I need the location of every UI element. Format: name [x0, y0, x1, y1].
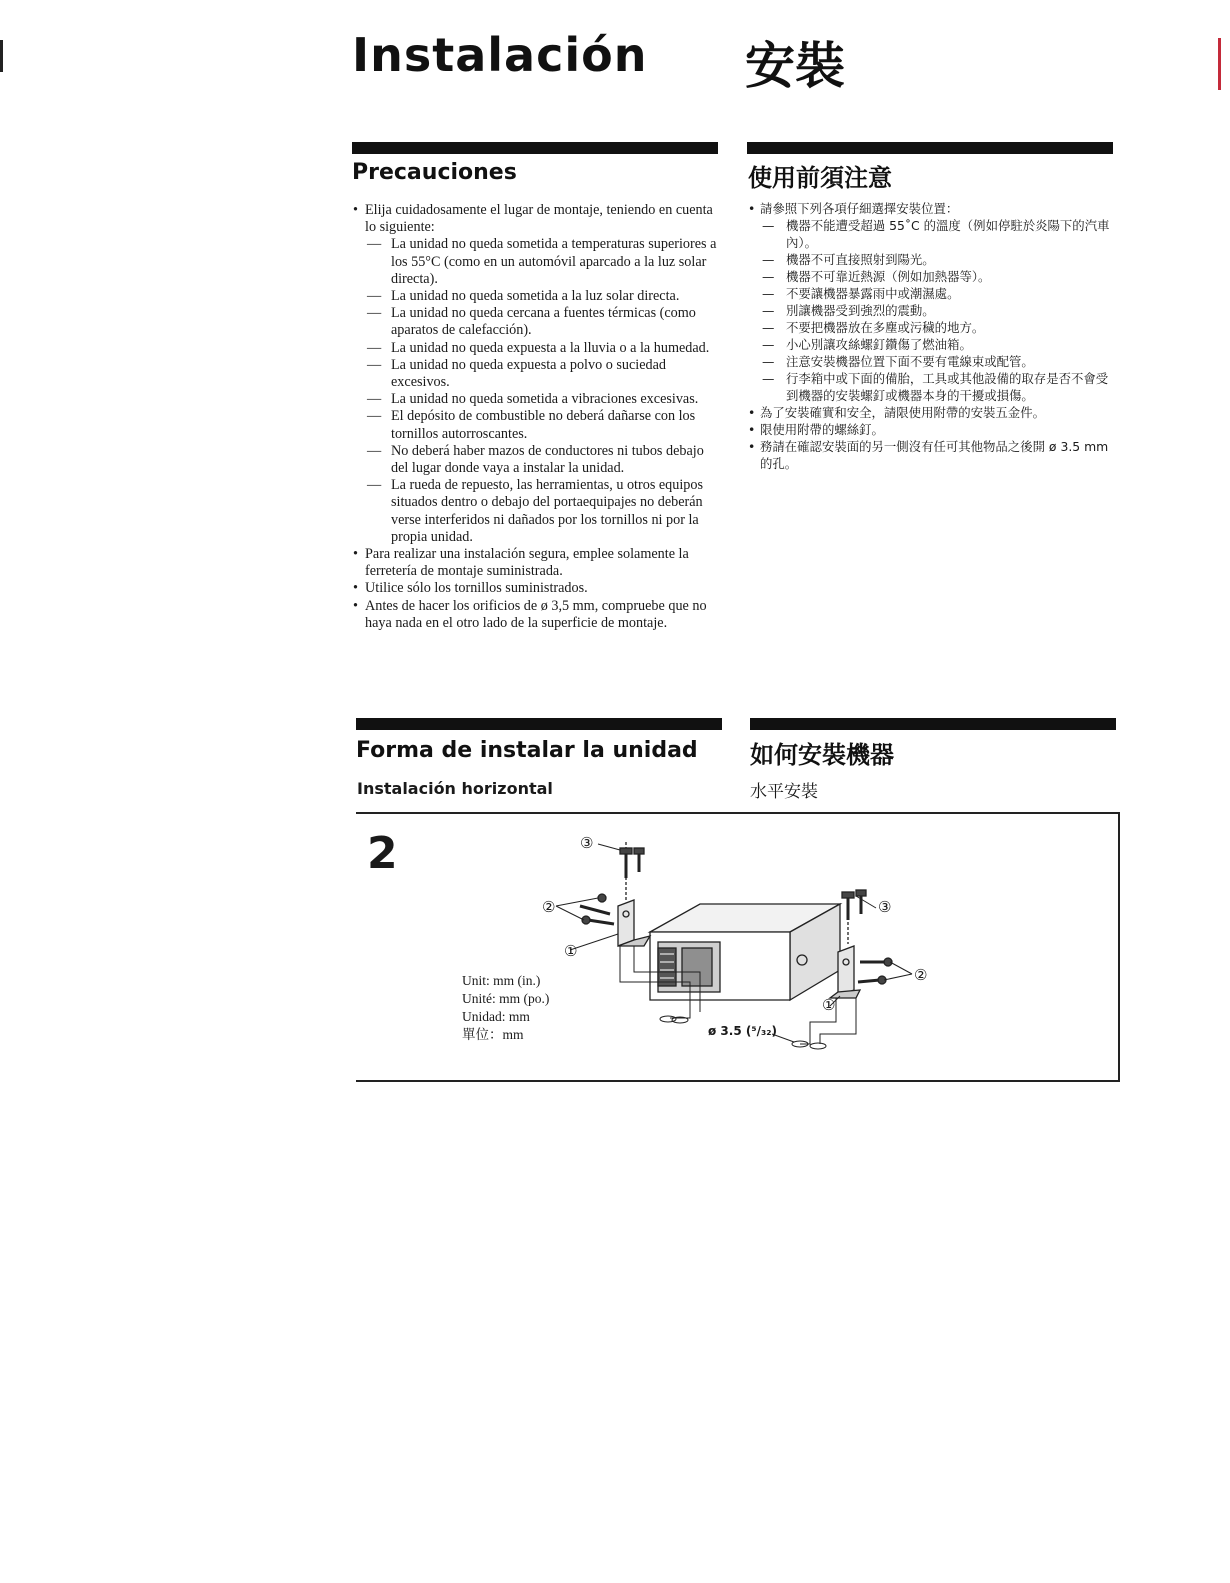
- precaution-subitem: — La unidad no queda expuesta a la lluvia o a la humedad.: [365, 340, 723, 357]
- hole-dimension-label: ø 3.5 (⁵/₃₂): [708, 1024, 777, 1038]
- precautions-body-zh: [748, 200, 1113, 472]
- units-line: Unit: mm (in.): [462, 973, 541, 988]
- precautions-heading-es: Precauciones: [352, 160, 517, 185]
- callout-3-right: ③: [878, 898, 892, 916]
- precaution-subitem: — La unidad no queda cercana a fuentes térmicas (como aparatos de calefacción).: [365, 305, 723, 339]
- install-subheading-es: Instalación horizontal: [357, 779, 553, 798]
- precaution-subitem: — 機器不可直接照射到陽光。: [760, 251, 1113, 268]
- screw-top-right: [842, 890, 866, 944]
- precaution-subitem: — La unidad no queda sometida a la luz solar directa.: [365, 288, 723, 305]
- callout-2-left: ②: [542, 898, 556, 916]
- scan-edge-mark: [0, 40, 3, 72]
- precaution-intro: Elija cuidadosamente el lugar de montaje, teniendo en cuenta lo siguiente:: [365, 202, 713, 236]
- precaution-subitem: — La unidad no queda expuesta a polvo o suciedad excesivos.: [365, 357, 723, 391]
- callout-3-top-left: ③: [580, 834, 594, 852]
- precaution-subitem: — La unidad no queda sometida a vibraciones excesivas.: [365, 391, 723, 408]
- screw-top-left: [620, 842, 644, 902]
- precaution-subitem: — El depósito de combustible no deberá dañarse con los tornillos autorroscantes.: [365, 408, 723, 442]
- precaution-subitem: — 小心別讓攻絲螺釘鑽傷了燃油箱。: [760, 336, 1113, 353]
- page-title-es: Instalación: [352, 28, 648, 82]
- precaution-item: [353, 202, 723, 546]
- units-line: Unidad: mm: [462, 1009, 530, 1024]
- section-rule-zh: [750, 718, 1116, 730]
- precaution-subitem: — No deberá haber mazos de conductores ni tubos debajo del lugar donde vaya a instalar la unidad.: [365, 443, 723, 477]
- units-line: 單位：mm: [462, 1027, 524, 1042]
- precaution-item: • 為了安裝確實和安全，請限使用附帶的安裝五金件。: [748, 404, 1113, 421]
- precaution-item: • 限使用附帶的螺絲釘。: [748, 421, 1113, 438]
- precaution-subitem: — 別讓機器受到強烈的震動。: [760, 302, 1113, 319]
- units-line: Unité: mm (po.): [462, 991, 550, 1006]
- mounting-bracket-left: [618, 900, 650, 946]
- precaution-item: • Antes de hacer los orificios de ø 3,5 mm, compruebe que no haya nada en el otro lado de la superficie de montaje.: [353, 598, 723, 632]
- section-rule-es: [356, 718, 722, 730]
- precaution-subitem: — 不要把機器放在多塵或污穢的地方。: [760, 319, 1113, 336]
- precaution-subitem: — La rueda de repuesto, las herramientas, u otros equipos situados dentro o debajo del portaequipajes no deberán verse interferidos ni dañados por los tornillos ni por la propia unidad.: [365, 477, 723, 546]
- precaution-item: • Para realizar una instalación segura, emplee solamente la ferretería de montaje suministrada.: [353, 546, 723, 580]
- precaution-subitem: — 機器不能遭受超過 55˚C 的溫度（例如停駐於炎陽下的汽車內）。: [760, 217, 1113, 251]
- precaution-item: • 務請在確認安裝面的另一側沒有任可其他物品之後開 ø 3.5 mm 的孔。: [748, 438, 1113, 472]
- install-heading-zh: 如何安裝機器: [750, 741, 894, 769]
- cd-changer-unit: [650, 904, 840, 1000]
- precautions-heading-zh: 使用前須注意: [748, 164, 892, 192]
- install-heading-es: Forma de instalar la unidad: [356, 738, 698, 763]
- precaution-subitem: — 行李箱中或下面的備胎，工具或其他設備的取存是否不會受到機器的安裝螺釘或機器本身的干擾或損傷。: [760, 370, 1113, 404]
- page-edge-tab: [1218, 38, 1221, 90]
- precaution-subitem: — La unidad no queda sometida a temperaturas superiores a los 55°C (como en un automóvil aparcado a la luz solar directa).: [365, 236, 723, 288]
- precaution-item: [748, 200, 1113, 404]
- install-subheading-zh: 水平安裝: [750, 782, 818, 802]
- figure-step-number: 2: [367, 828, 398, 879]
- section-rule-zh: [747, 142, 1113, 154]
- installation-diagram: [540, 822, 960, 1062]
- precaution-subitem: — 機器不可靠近熱源（例如加熱器等）。: [760, 268, 1113, 285]
- callout-1-right: ①: [822, 996, 836, 1014]
- precautions-body-es: [353, 202, 723, 632]
- section-rule-es: [352, 142, 718, 154]
- callout-2-right: ②: [914, 966, 928, 984]
- precaution-intro: 請參照下列各項仔細選擇安裝位置：: [760, 201, 959, 216]
- page-title-zh: 安裝: [745, 37, 845, 95]
- precaution-item: • Utilice sólo los tornillos suministrados.: [353, 580, 723, 597]
- figure-units: [462, 972, 549, 1044]
- precaution-subitem: — 不要讓機器暴露雨中或潮濕處。: [760, 285, 1113, 302]
- callout-1-left: ①: [564, 942, 578, 960]
- precaution-subitem: — 注意安裝機器位置下面不要有電線束或配管。: [760, 353, 1113, 370]
- screw-side-right: [858, 958, 892, 984]
